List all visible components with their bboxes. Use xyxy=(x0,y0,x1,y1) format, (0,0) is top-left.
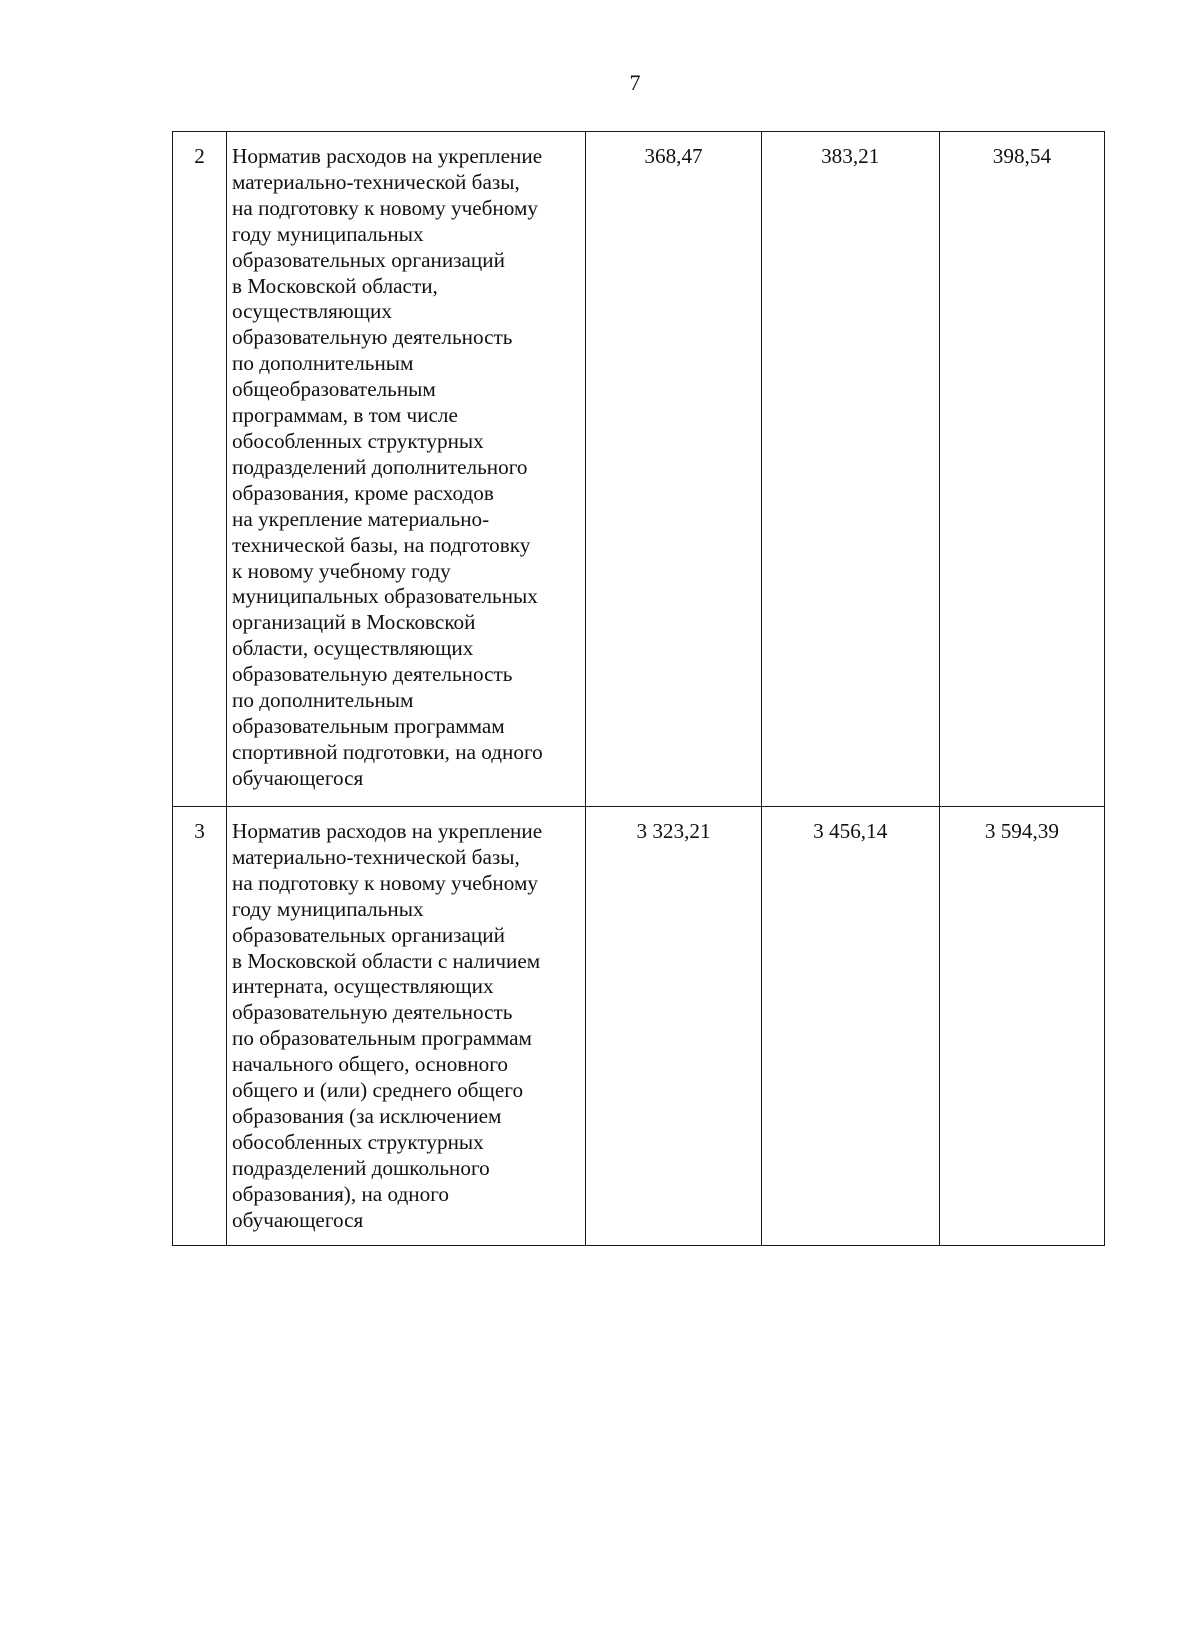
table-row xyxy=(173,807,1105,1246)
page-number: 7 xyxy=(629,70,641,95)
value-cell-year-3: 398,54 xyxy=(939,132,1104,807)
standards-table xyxy=(172,131,1105,1246)
table-row xyxy=(173,132,1105,807)
row-description-text: Норматив расходов на укрепление материально-технической базы, на подготовку к новому учебному году муниципальных образовательных организаций в Московской области с наличием интерната, осуществляющих образовательную деятельность по образовательным программам начального общего, основного общего и (или) среднего общего образования (за исключением обособленных структурных подразделений дошкольного образования), на одного обучающегося xyxy=(232,819,543,1232)
value-cell-year-2: 383,21 xyxy=(761,132,939,807)
value-cell-year-1: 368,47 xyxy=(586,132,761,807)
value-cell-year-2: 3 456,14 xyxy=(761,807,939,1246)
value-cell-year-1: 3 323,21 xyxy=(586,807,761,1246)
row-description-cell xyxy=(227,132,586,807)
row-number-cell: 3 xyxy=(173,807,227,1246)
row-description-cell xyxy=(227,807,586,1246)
value-cell-year-3: 3 594,39 xyxy=(939,807,1104,1246)
row-number-cell: 2 xyxy=(173,132,227,807)
row-description-text: Норматив расходов на укрепление материально-технической базы, на подготовку к новому учебному году муниципальных образовательных организаций в Московской области, осуществляющих образовательную деятельность по дополнительным общеобразовательным программам, в том числе обособленных структурных подразделений дополнительного образования, кроме расходов на укрепление материально- технической базы, на подготовку к новому учебному году муниципальных образовательных организаций в Московской области, осуществляющих образовательную деятельность по дополнительным образовательным программам спортивной подготовки, на одного обучающегося xyxy=(232,144,543,790)
